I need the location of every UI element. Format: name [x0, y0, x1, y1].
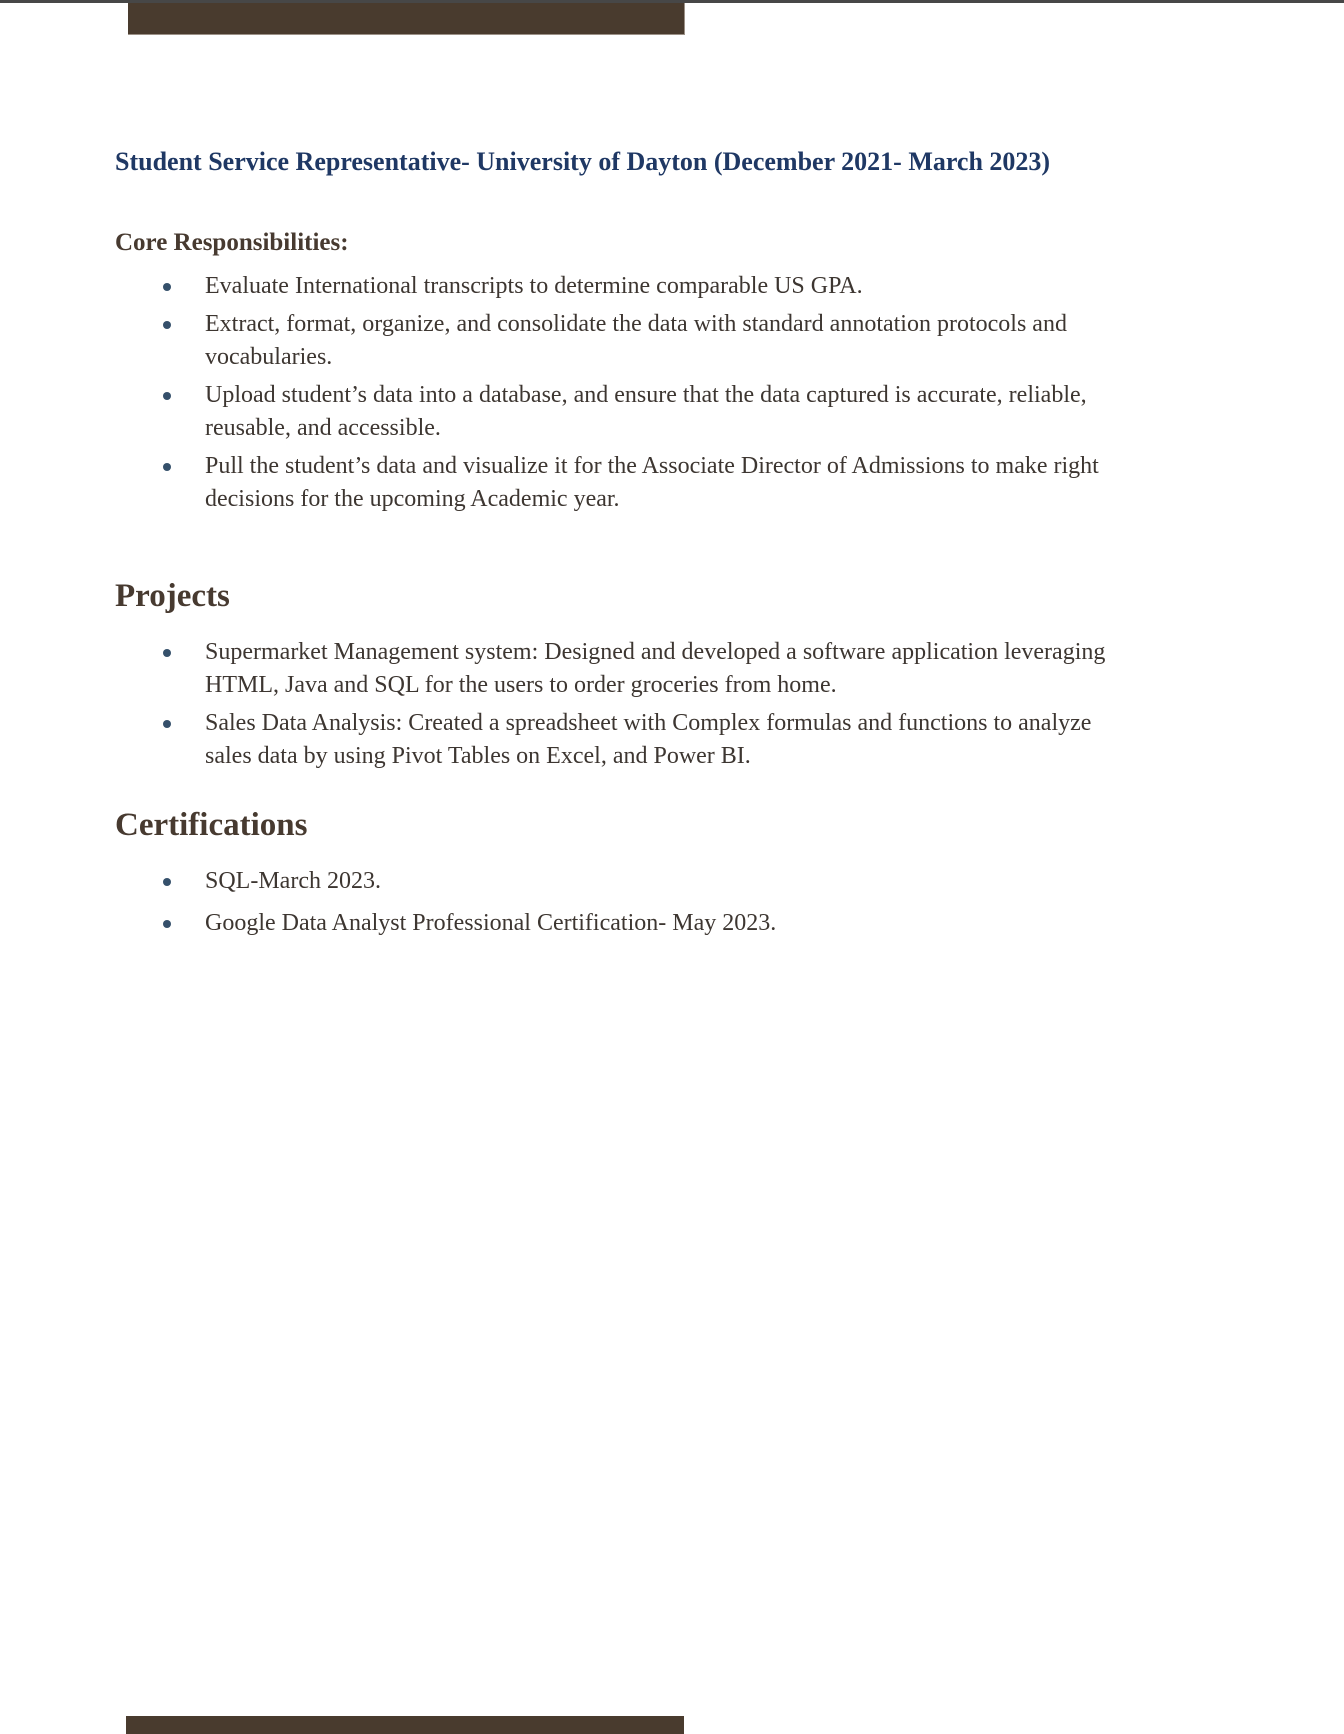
bullet-icon [163, 392, 171, 400]
bullet-icon [163, 321, 171, 329]
responsibility-item [115, 379, 1115, 445]
certification-item [115, 865, 1115, 898]
responsibility-text: Pull the student’s data and visualize it for the Associate Director of Admissions to make right decisions for the upcoming Academic year. [205, 453, 1099, 512]
projects-heading: Projects [115, 578, 230, 614]
header-accent-bar [128, 3, 685, 35]
bullet-icon [163, 463, 171, 471]
certification-text: Google Data Analyst Professional Certification- May 2023. [205, 910, 777, 936]
project-text: Sales Data Analysis: Created a spreadsheet with Complex formulas and functions to analyze sales data by using Pivot Tables on Excel, and Power BI. [205, 710, 1092, 769]
responsibility-text: Extract, format, organize, and consolidate the data with standard annotation protocols and vocabularies. [205, 311, 1067, 370]
job-title-heading: Student Service Representative- University of Dayton (December 2021- March 2023) [115, 147, 1051, 176]
certifications-heading: Certifications [115, 807, 308, 843]
bullet-icon [163, 283, 171, 291]
resume-content [115, 146, 1235, 949]
footer-accent-bar [126, 1716, 684, 1734]
responsibilities-list [115, 270, 1235, 516]
responsibility-item [115, 270, 1115, 303]
bullet-icon [163, 720, 171, 728]
project-item [115, 707, 1115, 773]
certifications-list [115, 865, 1235, 940]
bullet-icon [163, 878, 171, 886]
certification-text: SQL-March 2023. [205, 868, 381, 894]
projects-list [115, 636, 1235, 773]
project-item [115, 636, 1115, 702]
bullet-icon [163, 920, 171, 928]
responsibility-text: Upload student’s data into a database, and ensure that the data captured is accurate, reliable, reusable, and accessible. [205, 382, 1087, 441]
core-responsibilities-heading: Core Responsibilities: [115, 229, 349, 256]
responsibility-item [115, 308, 1115, 374]
responsibility-text: Evaluate International transcripts to determine comparable US GPA. [205, 273, 863, 299]
bullet-icon [163, 649, 171, 657]
responsibility-item [115, 450, 1115, 516]
project-text: Supermarket Management system: Designed and developed a software application leveraging HTML, Java and SQL for the users to order groceries from home. [205, 639, 1106, 698]
certification-item [115, 907, 1115, 940]
